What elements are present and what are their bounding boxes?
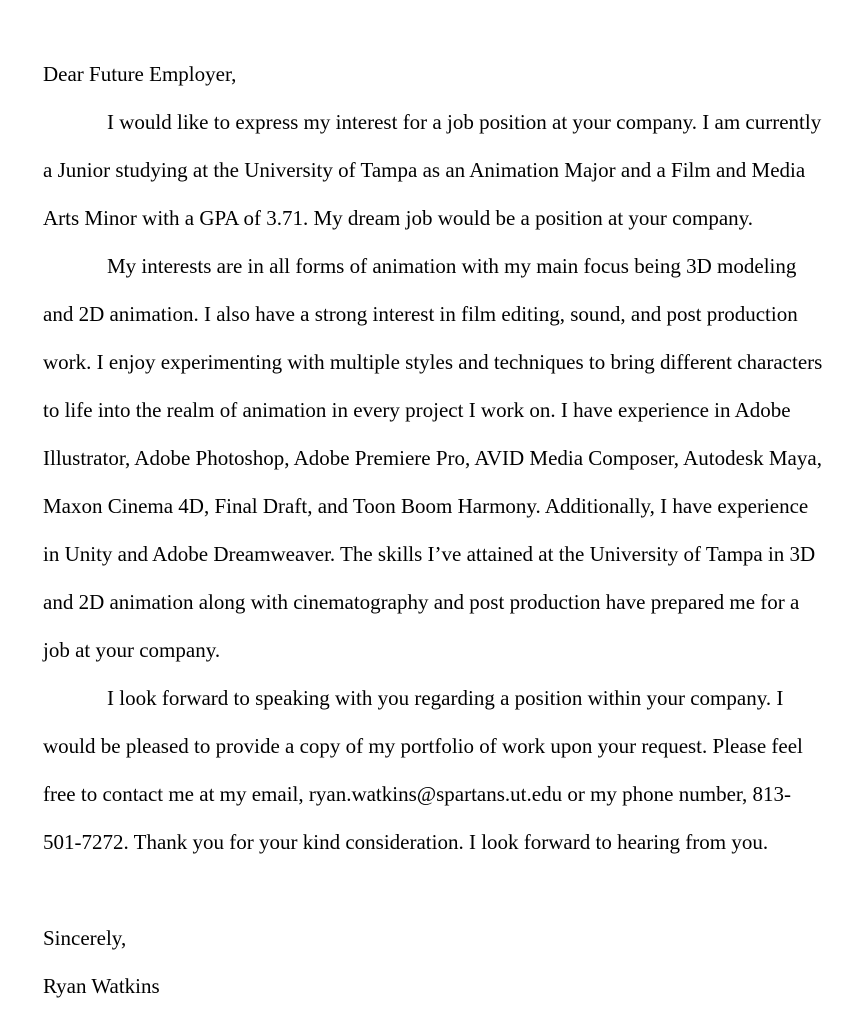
signature-name: Ryan Watkins bbox=[43, 974, 160, 998]
paragraph-introduction: I would like to express my interest for a job position at your company. I am currently a Junior studying at the University of Tampa as an Animation Major and a Film and Media Arts Minor with a GPA of 3.71. My dream job would be a position at your company. bbox=[43, 110, 822, 230]
paragraph-contact: I look forward to speaking with you regarding a position within your company. I would be pleased to provide a copy of my portfolio of work upon your request. Please feel free to contact me at my email, ryan.watkins@spartans.ut.edu or my phone number, 813-501-7272. Thank you for your kind consideration. I look forward to hearing from you. bbox=[43, 686, 803, 854]
salutation: Dear Future Employer, bbox=[43, 62, 237, 86]
closing: Sincerely, bbox=[43, 926, 127, 950]
paragraph-interests-skills: My interests are in all forms of animation with my main focus being 3D modeling and 2D animation. I also have a strong interest in film editing, sound, and post production work. I enjoy experimenting with multiple styles and techniques to bring different characters to life into the realm of animation in every project I work on. I have experience in Adobe Illustrator, Adobe Photoshop, Adobe Premiere Pro, AVID Media Composer, Autodesk Maya, Maxon Cinema 4D, Final Draft, and Toon Boom Harmony. Additionally, I have experience in Unity and Adobe Dreamweaver. The skills I’ve attained at the University of Tampa in 3D and 2D animation along with cinematography and post production have prepared me for a job at your company. bbox=[43, 254, 823, 662]
